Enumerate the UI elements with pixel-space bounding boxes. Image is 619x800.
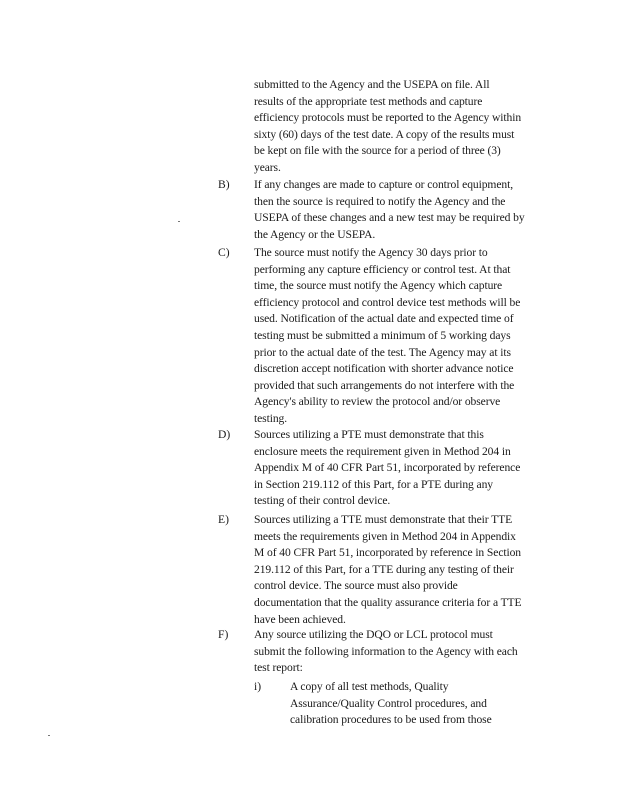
text-line: testing of their control device. [254, 494, 391, 508]
text-line: efficiency protocols must be reported to the Agency within [254, 111, 522, 125]
text-line: efficiency protocol and control device test methods will be [254, 295, 521, 309]
text-line: Agency's ability to review the protocol and/or observe [254, 395, 501, 409]
item-b-paragraph [254, 177, 525, 243]
text-line: meets the requirements given in Method 204 in Appendix [254, 529, 516, 543]
text-line: years. [254, 160, 281, 174]
text-line: sixty (60) days of the test date. A copy of the results must [254, 127, 515, 141]
text-line: the Agency or the USEPA. [254, 227, 376, 241]
text-line: submitted to the Agency and the USEPA on file. All [254, 78, 490, 91]
text-line: submit the following information to the Agency with each [254, 644, 518, 658]
item-label-c: C) [218, 246, 230, 259]
text-line: The source must notify the Agency 30 days prior to [254, 246, 488, 259]
continuation-paragraph [254, 77, 521, 177]
scan-speck [178, 221, 180, 222]
text-line: performing any capture efficiency or control test. At that [254, 262, 511, 276]
item-label-b: B) [218, 178, 230, 191]
item-label-d: D) [218, 428, 231, 441]
item-label-f: F) [218, 628, 229, 641]
text-line: documentation that the quality assurance criteria for a TTE [254, 595, 522, 609]
text-line: If any changes are made to capture or control equipment, [254, 178, 514, 191]
text-line: Any source utilizing the DQO or LCL protocol must [254, 628, 493, 641]
text-line: have been achieved. [254, 612, 346, 626]
item-f-paragraph [254, 627, 518, 677]
text-line: Assurance/Quality Control procedures, and [290, 696, 487, 710]
text-line: A copy of all test methods, Quality [290, 680, 449, 693]
text-line: then the source is required to notify the Agency and the [254, 194, 506, 208]
text-line: be kept on file with the source for a period of three (3) [254, 144, 501, 158]
item-label-e: E) [218, 513, 229, 526]
text-line: testing must be submitted a minimum of 5 working days [254, 328, 511, 342]
text-line: M of 40 CFR Part 51, incorporated by reference in Section [254, 546, 522, 560]
text-line: USEPA of these changes and a new test may be required by [254, 211, 525, 225]
text-line: results of the appropriate test methods and capture [254, 94, 483, 108]
text-line: in Section 219.112 of this Part, for a PTE during any [254, 477, 493, 491]
scan-speck [48, 735, 50, 736]
text-line: used. Notification of the actual date and expected time of [254, 312, 514, 326]
text-line: Sources utilizing a PTE must demonstrate that this [254, 428, 484, 441]
subitem-i-paragraph [290, 679, 492, 729]
text-line: provided that such arrangements do not interfere with the [254, 378, 515, 392]
text-line: enclosure meets the requirement given in Method 204 in [254, 444, 511, 458]
text-line: control device. The source must also provide [254, 579, 458, 593]
item-e-paragraph [254, 512, 522, 628]
item-d-paragraph [254, 427, 520, 510]
text-line: calibration procedures to be used from those [290, 713, 492, 727]
text-line: time, the source must notify the Agency which capture [254, 279, 503, 293]
subitem-label-i: i) [254, 680, 262, 693]
text-line: Appendix M of 40 CFR Part 51, incorporated by reference [254, 461, 521, 475]
text-line: discretion accept notification with shorter advance notice [254, 362, 514, 376]
text-line: Sources utilizing a TTE must demonstrate that their TTE [254, 513, 513, 526]
text-line: prior to the actual date of the test. The Agency may at its [254, 345, 511, 359]
text-line: testing. [254, 411, 288, 425]
text-line: test report: [254, 661, 303, 675]
item-c-paragraph [254, 245, 520, 428]
text-line: 219.112 of this Part, for a TTE during any testing of their [254, 562, 514, 576]
